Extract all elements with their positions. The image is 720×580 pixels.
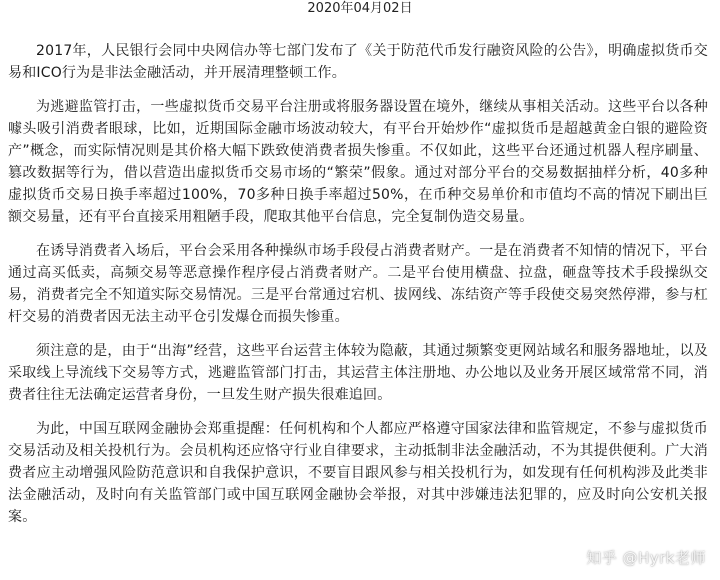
paragraph-1: 2017年，人民银行会同中央网信办等七部门发布了《关于防范代币发行融资风险的公告》，明确虚拟货币交易和ICO行为是非法金融活动，并开展清理整顿工作。: [8, 43, 708, 81]
article-body: [8, 40, 708, 540]
article-date: 2020年04月02日: [307, 1, 413, 16]
zhihu-watermark: 知乎 @Hyrk老师: [586, 549, 706, 567]
paragraph-3: 在诱导消费者入场后，平台会采用各种操纵市场手段侵占消费者财产。一是在消费者不知情的情况下，平台通过高买低卖，高频交易等恶意操作程序侵占消费者财产。二是平台使用横盘、拉盘，砸盘等技术手段操纵交易，消费者完全不知道实际交易情况。三是平台常通过宕机、拔网线、冻结资产等手段使交易突然停滞，参与杠杆交易的消费者因无法主动平仓引发爆仓而损失惨重。: [8, 243, 708, 325]
paragraph-2: 为逃避监管打击，一些虚拟货币交易平台注册或将服务器设置在境外，继续从事相关活动。这些平台以各种噱头吸引消费者眼球，比如，近期国际金融市场波动较大，有平台开始炒作“虚拟货币是超越黄金白银的避险资产”概念，而实际情况则是其价格大幅下跌致使消费者损失惨重。不仅如此，这些平台还通过机器人程序刷量、篡改数据等行为，借以营造出虚拟货币交易市场的“繁荣”假象。通过对部分平台的交易数据抽样分析，40多种虚拟货币交易日换手率超过100%，70多种日换手率超过50%，在币种交易单价和市值均不高的情况下刷出巨额交易量，还有平台直接采用粗陋手段，爬取其他平台信息，完全复制伪造交易量。: [8, 99, 708, 225]
paragraph-4: 须注意的是，由于“出海”经营，这些平台运营主体较为隐蔽，其通过频繁变更网站域名和服务器地址，以及采取线上导流线下交易等方式，逃避监管部门打击，其运营主体注册地、办公地以及业务开展区域常常不同，消费者往往无法确定运营者身份，一旦发生财产损失很难追回。: [8, 343, 708, 403]
paragraph-5: 为此，中国互联网金融协会郑重提醒：任何机构和个人都应严格遵守国家法律和监管规定，不参与虚拟货币交易活动及相关投机行为。会员机构还应恪守行业自律要求，主动抵制非法金融活动，不为其提供便利。广大消费者应主动增强风险防范意识和自我保护意识，不要盲目跟风参与相关投机行为，如发现有任何机构涉及此类非法金融活动，及时向有关监管部门或中国互联网金融协会举报，对其中涉嫌违法犯罪的，应及时向公安机关报案。: [8, 421, 708, 525]
